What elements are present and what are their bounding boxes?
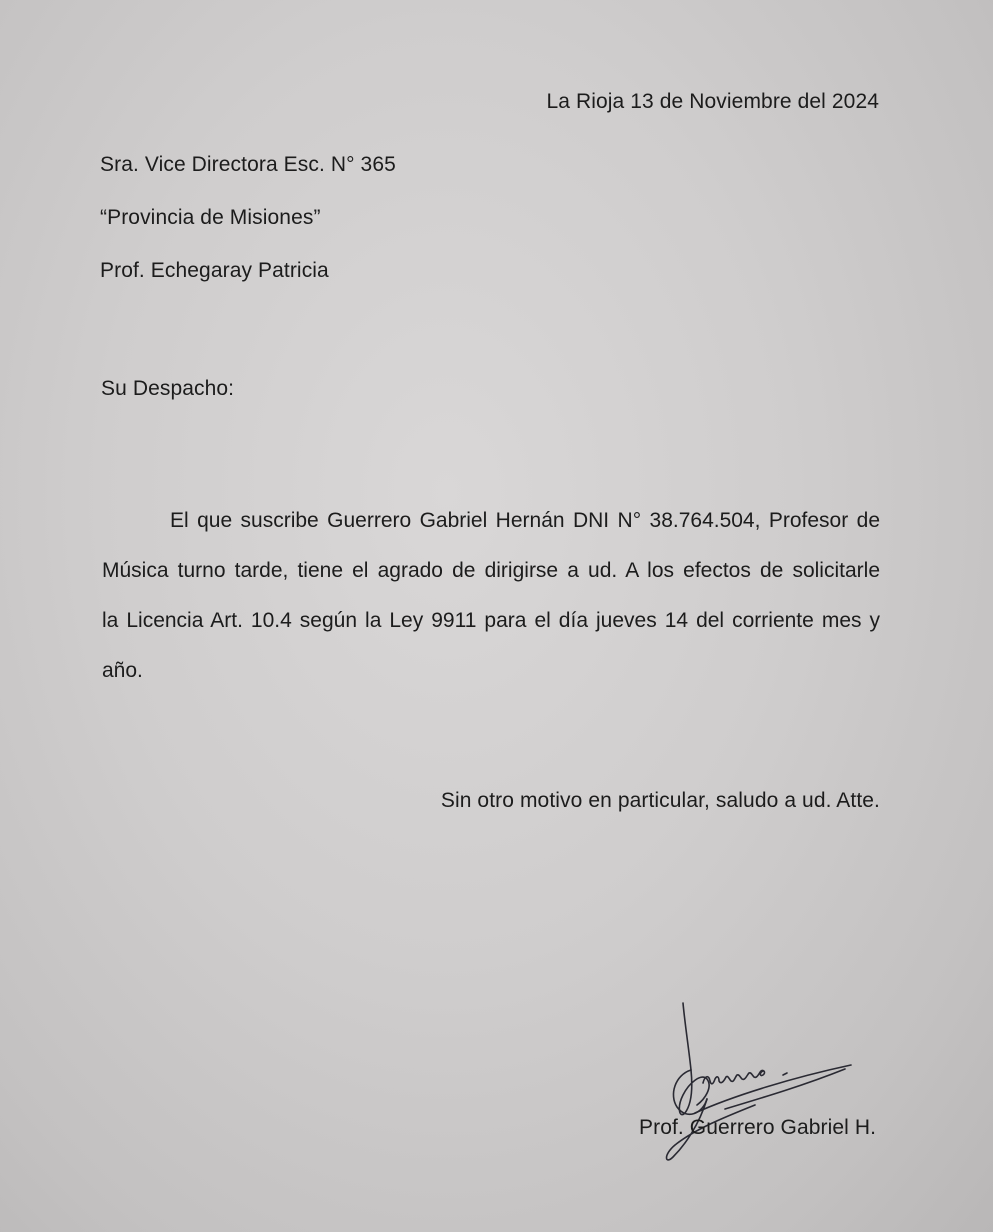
recipient-title: Sra. Vice Directora Esc. N° 365 (100, 153, 396, 176)
signer-name: Prof. Guerrero Gabriel H. (639, 1116, 877, 1139)
body-line: la Licencia Art. 10.4 según la Ley 9911 para el día jueves 14 del corriente mes y (102, 609, 880, 632)
date-line: La Rioja 13 de Noviembre del 2024 (546, 90, 879, 113)
body-line: Música turno tarde, tiene el agrado de dirigirse a ud. A los efectos de solicitarle (102, 559, 880, 582)
body-line: El que suscribe Guerrero Gabriel Hernán DNI N° 38.764.504, Profesor de (170, 509, 880, 532)
closing-line: Sin otro motivo en particular, saludo a ud. Atte. (440, 789, 880, 812)
body-line: año. (102, 659, 143, 682)
body-paragraph (102, 508, 880, 708)
handwritten-signature (655, 995, 865, 1170)
recipient-school-name: “Provincia de Misiones” (100, 206, 321, 229)
greeting: Su Despacho: (101, 377, 235, 400)
recipient-name: Prof. Echegaray Patricia (100, 259, 329, 282)
